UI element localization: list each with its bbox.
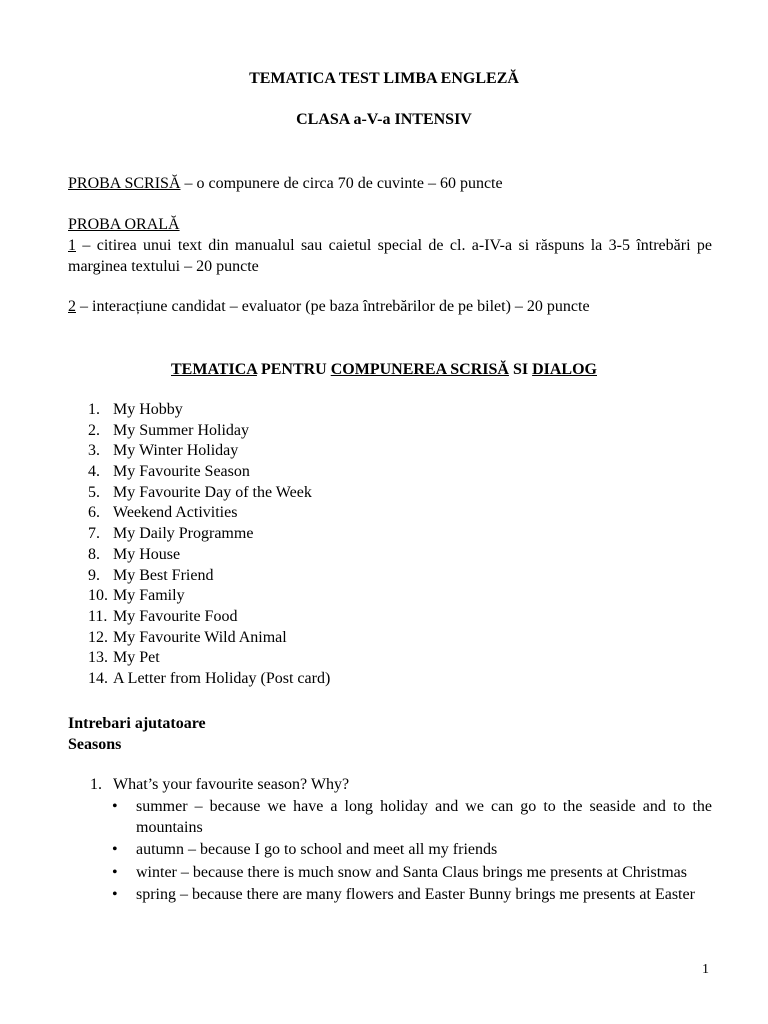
- list-item: [68, 483, 330, 504]
- list-item-text: My Daily Programme: [113, 525, 254, 543]
- list-item-number: 14.: [88, 669, 108, 687]
- helper-questions-heading: Intrebari ajutatoare: [68, 715, 206, 732]
- document-title: TEMATICA TEST LIMBA ENGLEZĂ: [249, 70, 519, 87]
- list-item: [68, 566, 330, 587]
- list-item: [68, 648, 330, 669]
- oral-item-2-text: – interacțiune candidat – evaluator (pe baza întrebărilor de pe bilet) – 20 puncte: [76, 298, 590, 315]
- list-item-text: My Best Friend: [113, 566, 214, 584]
- written-test-label: PROBA SCRISĂ: [68, 175, 181, 192]
- list-item-number: 6.: [88, 504, 100, 522]
- oral-item-2: [68, 297, 590, 318]
- list-item: [68, 545, 330, 566]
- list-item-text: My Pet: [113, 649, 160, 667]
- list-item: [68, 607, 330, 628]
- list-item-text: My Favourite Season: [113, 463, 250, 481]
- list-item-number: 7.: [88, 525, 100, 543]
- list-item-number: 9.: [88, 566, 100, 584]
- list-item: [68, 503, 330, 524]
- list-item-text: My Winter Holiday: [113, 442, 239, 460]
- question-text: What’s your favourite season? Why?: [113, 776, 350, 793]
- list-item: [112, 840, 712, 861]
- oral-test-label: PROBA ORALĂ: [68, 216, 180, 233]
- list-item: [68, 524, 330, 545]
- list-item: [112, 797, 712, 838]
- list-item-text: Weekend Activities: [113, 504, 238, 522]
- topics-heading-part4: SI: [508, 361, 533, 378]
- list-item-text: summer – because we have a long holiday and we can go to the seaside and to the mountains: [136, 798, 712, 836]
- list-item: [68, 400, 330, 421]
- seasons-heading: Seasons: [68, 736, 122, 753]
- list-item-number: 2.: [88, 421, 100, 439]
- topics-heading-part5: DIALOG: [532, 361, 597, 378]
- list-item-text: spring – because there are many flowers and Easter Bunny brings me presents at Easter: [136, 886, 695, 903]
- topics-heading: [0, 360, 768, 381]
- bullet-icon: •: [112, 863, 118, 881]
- list-item-number: 11.: [88, 607, 108, 625]
- list-item-number: 10.: [88, 587, 108, 605]
- bullet-icon: •: [112, 798, 118, 815]
- topics-heading-part1: TEMATICA: [171, 361, 257, 378]
- oral-item-2-number: 2: [68, 298, 76, 315]
- page-number: 1: [702, 962, 709, 977]
- list-item-number: 1.: [88, 401, 100, 418]
- list-item-number: 13.: [88, 649, 108, 667]
- bullet-icon: •: [112, 841, 118, 858]
- question-line: [90, 775, 349, 796]
- list-item-number: 3.: [88, 442, 100, 460]
- bullet-icon: •: [112, 886, 118, 903]
- list-item: [68, 421, 330, 442]
- list-item: [68, 586, 330, 607]
- list-item-number: 12.: [88, 628, 108, 646]
- class-line: CLASA a-V-a INTENSIV: [296, 111, 472, 128]
- answers-list: [112, 797, 712, 908]
- list-item-number: 4.: [88, 463, 100, 481]
- list-item-text: My Favourite Day of the Week: [113, 483, 312, 501]
- list-item-text: My Favourite Food: [113, 607, 238, 625]
- list-item-text: My Favourite Wild Animal: [113, 628, 287, 646]
- list-item-text: autumn – because I go to school and meet all my friends: [136, 841, 498, 858]
- list-item-text: My Family: [113, 587, 185, 605]
- topics-heading-part3: COMPUNEREA SCRISĂ: [330, 361, 509, 378]
- topics-heading-part2: PENTRU: [256, 361, 331, 378]
- question-number: 1.: [90, 776, 102, 793]
- list-item: [112, 863, 712, 884]
- list-item: [68, 628, 330, 649]
- oral-item-1: [68, 236, 712, 277]
- topics-list: [68, 400, 330, 690]
- oral-item-1-text: – citirea unui text din manualul sau caietul special de cl. a-IV-a si răspuns la 3-5 întrebări pe marginea textului – 20 puncte: [68, 237, 712, 275]
- written-test-line: [68, 174, 503, 195]
- list-item-text: winter – because there is much snow and Santa Claus brings me presents at Christmas: [136, 863, 687, 881]
- list-item: [68, 462, 330, 483]
- oral-item-1-number: 1: [68, 237, 76, 254]
- list-item-text: My Summer Holiday: [113, 421, 249, 439]
- written-test-text: – o compunere de circa 70 de cuvinte – 60 puncte: [180, 175, 503, 192]
- list-item-text: My House: [113, 545, 181, 563]
- list-item-number: 8.: [88, 545, 100, 563]
- list-item: [68, 441, 330, 462]
- list-item-text: My Hobby: [113, 401, 183, 418]
- list-item-number: 5.: [88, 483, 100, 501]
- list-item: [68, 669, 330, 690]
- list-item: [112, 885, 712, 906]
- list-item-text: A Letter from Holiday (Post card): [113, 669, 331, 687]
